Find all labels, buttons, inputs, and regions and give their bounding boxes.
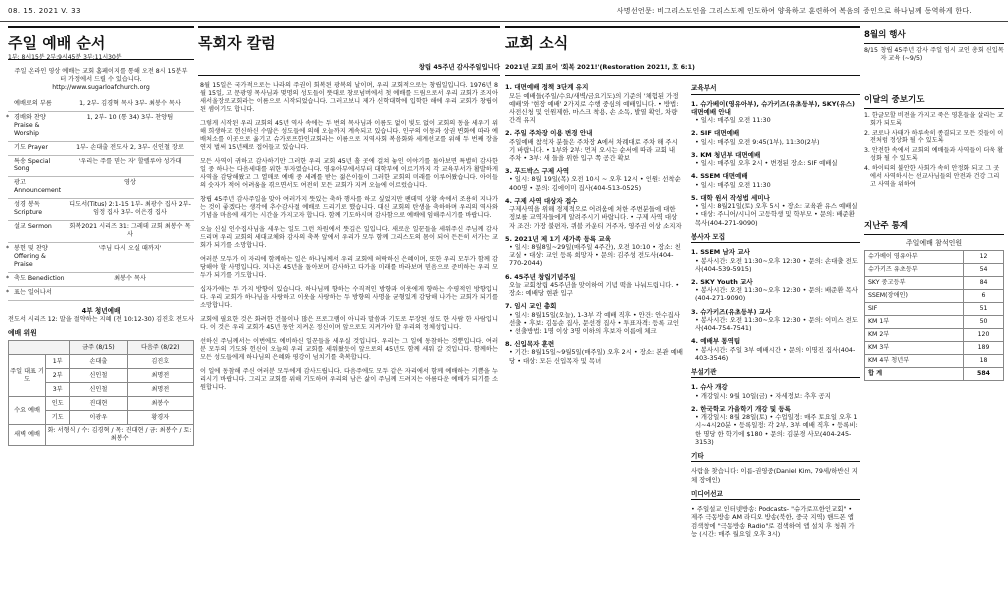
stats-count: 54: [964, 263, 1004, 276]
affiliate-item-body: • 개강일시: 9월 10일(금) • 자세정보: 추후 공지: [695, 391, 831, 400]
service-item-label: * 봉헌 및 찬양 Offering & Praise: [8, 243, 66, 273]
news-item-body: • 일시: 8월8일~29일(매주일 4주간), 오전 10:10 • 장소: 친교실 • 대상: 교인 등록 희망자 • 문의: 김주성 전도사(404-770-2044): [509, 243, 681, 268]
duty-cell: 2부: [46, 369, 70, 383]
service-star: *: [6, 274, 10, 282]
stats-group: KM 2부: [865, 328, 964, 341]
stats-total-label: 합 계: [865, 367, 964, 380]
education-item-heading: 5. 대학 원서 작성법 세미나: [691, 193, 770, 202]
service-row: [8, 141, 194, 155]
volunteer-item-body: • 봉사시간: 오전 11:30~오후 12:30 • 문의: 배준환 목사(404-271-9090): [695, 286, 858, 303]
prayer-item: 4. 하이티의 불안한 사회가 속히 안정화 되고 그 곳에서 사역하시는 선교사님들의 안전과 건강 그리고 사역을 위하여: [864, 165, 1000, 189]
stats-total-row: [865, 367, 1004, 380]
event-date: 8/15: [864, 46, 878, 54]
service-item-label: 특송 Special Song: [8, 155, 66, 177]
news-item-heading: 2. 주일 주차장 이용 변경 안내: [505, 129, 593, 138]
duty-cell: 1부: [46, 355, 70, 369]
prayer-title: 이달의 중보기도: [864, 91, 1004, 109]
volunteer-item: [691, 308, 860, 333]
section-media: 미디어선교: [691, 490, 860, 500]
service-item-value: [66, 286, 194, 300]
duty-cell: 이광우: [70, 411, 127, 425]
education-item-body: • 일시: 매주일 오전 11:30: [695, 180, 771, 189]
education-item-heading: 2. SIF 대면예배: [691, 129, 740, 138]
service-row: [8, 221, 194, 243]
stats-count: 12: [964, 250, 1004, 263]
service-row: [8, 155, 194, 177]
news-item-body: • 일시: 8월 19일(목) 오전 10시 ~ 오후 12시 • 인원: 선착순 400명 • 문의: 김에이미 집사(404-513-0525): [509, 175, 681, 192]
service-item-value: 회복2021 시리즈 31: 그레데 교회 최봉수 목사: [66, 221, 194, 243]
news-item: [505, 167, 683, 192]
column-paragraph: 모든 사역이 귀하고 감사하기만 그러한 우리 교회 45년 흘 곳에 걸쳐 놓인 이야기를 돌아보면 특별히 감사한 일 중 하나는 다음세대를 위한 투자였습니다. 영유아부에서부터 대학부에 이르기까지 각 교육부서가 활발하게 사역을 감당해왔고 그 열매로 예배 중 세례를 받는 젊은이들이 그러한 교회의 미래를 이루어왔습니다. 아이들의 숫자가 적어 어려움을 겪으면서도 여전히 모든 교회가 지켜 오늘에 이르렀습니다.: [200, 158, 498, 190]
service-item-value: 영상: [66, 177, 194, 199]
news-item: [505, 197, 683, 230]
issue-date: 08. 15. 2021 V. 33: [8, 7, 81, 15]
education-item-body: • 일시: 매주일 오후 2시 • 변경된 장소: SIF 예배실: [695, 159, 838, 168]
volunteer-item: [691, 337, 860, 362]
service-item-value: '우리는 주를 믿는 자' 할렐루야 성가대: [66, 155, 194, 177]
volunteer-item: [691, 248, 860, 273]
affiliate-item: [691, 405, 860, 446]
news-item-heading: 3. 푸드박스 구제 사역: [505, 167, 570, 176]
education-item: [691, 194, 860, 227]
column-paragraph: 여러분 모두가 이 자리에 함께하는 일은 하나님께서 우리 교회에 허락하신 은혜이며, 또한 우리 모두가 함께 감당해야 할 사명입니다. 지나온 45년을 돌아보며 감사하고 다가올 미래를 바라보며 믿음으로 준비하는 우리 모두가 되기를 기도합니다.: [200, 256, 498, 280]
volunteer-item-heading: 4. 예배부 통역팀: [691, 337, 741, 346]
stats-row: [865, 289, 1004, 302]
service-row: [8, 243, 194, 273]
duty-row: [9, 355, 194, 369]
stats-row: [865, 250, 1004, 263]
service-item-label: * 표는 일어나서: [8, 286, 66, 300]
worship-title-block: [8, 26, 194, 60]
youth-worship: [8, 307, 194, 324]
stats-row: [865, 328, 1004, 341]
stats-count: 51: [964, 302, 1004, 315]
stats-count: 189: [964, 341, 1004, 354]
top-bar: [0, 0, 1008, 22]
education-item-body: • 일시: 8월21일(토) 오후 5시 • 장소: 교육관 유스 예배실 • 대상: 주니어/시니어 고등학생 및 학부모 • 문의: 배준환 목사(404-271-9090): [695, 202, 858, 227]
news-motto: 2021년 교회 표어 '회복 2021!'(Restoration 2021!, 호 6:1): [505, 60, 860, 76]
duty-cell: 인도: [46, 397, 70, 411]
column-body: [198, 82, 500, 392]
duty-cell: 최명전: [127, 369, 193, 383]
stats-row: [865, 341, 1004, 354]
event-text: 창립 45주년 감사 주일 임시 교인 총회 신입목자 교육 (~9/5): [880, 46, 1004, 62]
online-worship-notice: 주일 온라인 영상 예배는 교회 홈페이지를 통해 오전 8시 15분부터 가정에서 드릴 수 있습니다. http://www.sugarloafchurch.org: [14, 68, 188, 91]
duty-cell: 진대현: [70, 397, 127, 411]
pastor-column: [198, 26, 500, 608]
column-paragraph: 8월 15일은 국가적으로는 나라의 주권이 회복된 광복의 날이며, 우리 교회적으로는 창립일입니다. 1976년 8월 15일, 고 문광영 목사님과 몇명의 성도들이 뜻대로 창로넘버에서 첫 예배를 드림으로서 우리 교회가 조지아 새서울장로교회라는 이름으로 시작되었습니다. 그러고보니 제가 신학대학에 입학한 해에 우리 교회가 창립이 된 셈이기도 합니다.: [200, 82, 498, 114]
stats-count: 50: [964, 315, 1004, 328]
news-item: [505, 129, 683, 162]
service-row: [8, 177, 194, 199]
news-right: [687, 78, 860, 538]
stats-title: 지난주 통계: [864, 217, 1004, 235]
service-row: [8, 272, 194, 286]
service-row: [8, 111, 194, 141]
duty-cell: 수요 예배: [9, 397, 46, 425]
volunteer-item: [691, 278, 860, 303]
news-item: [505, 302, 683, 335]
education-item: [691, 172, 860, 189]
duty-cell: 새벽 예배: [9, 425, 46, 446]
news-item: [505, 83, 683, 124]
youth-body: 전도서 시리즈 12: 말을 절약하는 지혜 (전 10:12-30) 김진호 전도사: [8, 315, 194, 323]
service-item-value: 1, 2부- 10 (통 34) 3부- 찬양팀: [66, 111, 194, 141]
column-paragraph: 오늘 신실 인수집사님을 세우는 일도 그런 차원에서 뜻깊은 일입니다. 새로운 일꾼들을 세워주신 주님께 감사드리며 우리 교회의 세대교체와 감사의 축복 앞에서 우리가 모두 함께 그리스도의 몸이 되어 든든히 서가는 교회가 되기를 소망합니다.: [200, 226, 498, 250]
volunteer-item-heading: 2. SKY Youth 교사: [691, 277, 753, 286]
column-paragraph: 창립 45주년 감사주일을 맞아 여러가지 뜻있는 축하 행사를 하고 싶었지만 팬데믹 상황 속에서 조용히 지나가는 것이 좋겠다는 생각에 추수감사절 예배로 드리기로 했습니다. 대신 교회의 탄생을 축하하며 우리의 역사와 기념을 마음에 새기는 시간을 가지고자 합니다. 함께 기도하시며 감사함으로 예배에 임해주시기를 바랍니다.: [200, 196, 498, 220]
affiliate-item-heading: 1. 슈사 개강: [691, 383, 728, 392]
prayer-item: 2. 코로나 사태가 하루속히 종결되고 모든 것들이 이전처럼 정상화 될 수 있도록: [864, 129, 1004, 145]
news-item: [505, 273, 683, 298]
duty-header-row: [9, 341, 194, 355]
mission-statement: 사명선언문: 비그리스도인을 그리스도께 인도하여 양육하고 훈련하여 복음의 증인으로 하나님께 동역하게 한다.: [616, 7, 972, 15]
duty-cell: 김진호: [127, 355, 193, 369]
news-item-heading: 6. 45주년 창립기념주일: [505, 272, 576, 281]
volunteer-item-body: • 봉사시간: 오전 11:30~오후 12:30 • 문의: 이미스 전도사(404-754-7541): [695, 315, 858, 333]
service-item-label: 예배로의 부름: [8, 98, 66, 111]
column-paragraph: 이 일에 동참해 주신 여러분 모두에게 감사드립니다. 다음주에도 모두 같은 자리에서 함께 예배하는 기쁨을 누리시기 바랍니다. 그리고 교회를 위해 기도하며 우리의 남은 삶이 주님께 드려지는 아름다운 예배가 되기를 소원합니다.: [200, 368, 498, 392]
section-affiliates: 부설기관: [691, 368, 860, 378]
affiliate-item-body: • 개강일시: 8월 28일(토) • 수업일정: 매주 토요일 오후 1시~4시20분 • 등록일정: 각 2부, 3부 예배 직후 • 등록비: 한 명당 한 학기에 $180 • 문의: 김분경 사모(404-245-3153): [695, 413, 858, 446]
news-item-heading: 4. 구제 사역 대상자 접수: [505, 196, 578, 205]
stats-count: 18: [964, 354, 1004, 367]
education-item-heading: 4. SSEM 대면예배: [691, 172, 748, 181]
service-row: [8, 199, 194, 221]
duty-cell: 신인철: [70, 369, 127, 383]
church-news-column: [505, 26, 860, 608]
education-item-heading: 1. 슈가베이(영유아부), 슈가키즈(유초등부), SKY(유스) 대면예배 안내: [691, 99, 855, 116]
news-item-body: 오늘 교회창립 45주년을 맞이하여 기념 떡을 나눠드립니다. • 장소: 예배당 현관 입구: [509, 280, 680, 298]
duty-cell: 최명전: [127, 383, 193, 397]
news-item-heading: 5. 2021년 제 1기 새가족 등록 교육: [505, 234, 611, 243]
service-item-value: 최봉수 목사: [66, 272, 194, 286]
duty-header-cell: 다음주 (8/22): [127, 341, 193, 355]
stats-caption: 주일예배 참석인원: [865, 237, 1004, 250]
stats-group: 슈가키즈 유초등부: [865, 263, 964, 276]
duty-cell: 신인철: [70, 383, 127, 397]
prayer-list: [864, 112, 1004, 189]
stats-count: 84: [964, 276, 1004, 289]
service-row: [8, 98, 194, 111]
service-item-label: 설교 Sermon: [8, 221, 66, 243]
duty-cell: 황경자: [127, 411, 193, 425]
service-item-label: * 축도 Benediction: [8, 272, 66, 286]
service-item-value: 디도서(Titus) 2:1-15 1부- 최광수 집사 2부- 임정 집사 3부- 이은경 집사: [66, 199, 194, 221]
stats-row: [865, 315, 1004, 328]
education-item-body: • 일시: 매주일 오전 9:45(1부), 11:30(2부): [695, 137, 820, 146]
duty-table: [8, 340, 194, 446]
affiliate-item: [691, 383, 860, 400]
stats-group: 슈가베이 영유아부: [865, 250, 964, 263]
duty-cell: 3부: [46, 383, 70, 397]
service-item-value: 1부- 손대출 전도사 2, 3부- 신인철 장로: [66, 141, 194, 155]
education-item-heading: 3. KM 청년부 대면예배: [691, 150, 761, 159]
stats-caption-row: [865, 237, 1004, 250]
section-etc: 기타: [691, 452, 860, 462]
stats-group: KM 1부: [865, 315, 964, 328]
missing-person-notice: 사람을 찾습니다: 이름-권영중(Daniel Kim, 79세/하반신 지체 장애인): [691, 467, 858, 484]
stats-group: SIF: [865, 302, 964, 315]
column-title: 목회자 칼럼: [198, 26, 500, 60]
volunteer-item-heading: 1. SSEM 남자 교사: [691, 248, 750, 257]
column-paragraph: 교회에 필요한 것은 화려한 건물이나 많은 프로그램이 아니라 말씀과 기도로 무장된 성도 한 사람 한 사람입니다. 이 것은 우리 교회가 45년 동안 지켜온 정신이며 앞으로도 지켜가야 할 우리의 정체성입니다.: [200, 316, 498, 332]
worship-times: 1부: 8시15분 2부:9시45분 3부:11시30분: [8, 54, 122, 62]
news-item: [505, 235, 683, 268]
column-paragraph: 그렇게 시작된 우리 교회의 45년 역사 속에는 두 번의 목사님과 이름도 없이 빛도 없이 교회의 동을 세우기 위해 희생하고 헌신하신 수많은 성도들에 의해 오늘까지 계속되고 있습니다. 인구의 이동과 상권 변화에 따라 예배처소를 이곳으로 옮기고 슈가로프한인교회라는 이름으로 지역사회 복음화와 세계선교를 위해 두 번째 장을 연지 벌써 15년째로 접어들고 있습니다.: [200, 120, 498, 152]
column-paragraph: 선하신 주님께서는 이번에도 예비하신 일꾼들을 세우실 것입니다. 우리는 그 일에 동참하는 것뿐입니다. 여러분 모두의 기도와 헌신이 오늘의 우리 교회를 세워왔듯이 앞으로의 45년도 함께 세워 갈 것입니다. 함께하는 모든 성도들에게 하나님의 은혜와 평강이 넘치기를 축복합니다.: [200, 338, 498, 362]
news-item-body: • 일시: 8월15일(오늘), 1-3부 각 예배 직후 • 안건: 안수집사 선출 • 후보: 김동순 집사, 문선경 집사 • 투표자격: 등록 교인 • 선출방법: 1명 이상 3명 이하의 후보자 이름에 체크: [509, 310, 680, 335]
event-row: [864, 47, 1004, 63]
education-item: [691, 129, 860, 146]
events-title: 8월의 행사: [864, 26, 1004, 44]
duty-cell: 최봉수: [127, 397, 193, 411]
duty-row: [9, 397, 194, 411]
duty-cell: 기도: [46, 411, 70, 425]
service-row: [8, 286, 194, 300]
stats-total-value: 584: [964, 367, 1004, 380]
volunteer-item-body: • 봉사시간: 오전 11:30~오후 12:30 • 문의: 손대출 전도사(404-539-5915): [695, 256, 858, 273]
service-item-value: 1, 2부- 김경혁 목사 3부- 최봉수 목사: [66, 98, 194, 111]
worship-order-column: [8, 26, 194, 608]
stats-count: 120: [964, 328, 1004, 341]
stats-count: 6: [964, 289, 1004, 302]
column-paragraph: 십자가에는 두 가지 방향이 있습니다. 하나님께 향하는 수직적인 방향과 이웃에게 향하는 수평적인 방향입니다. 우리 교회가 하나님을 사랑하고 이웃을 사랑하는 두 방향의 사명을 균형있게 감당해 나가는 교회가 되기를 소망합니다.: [200, 286, 498, 310]
news-item: [505, 340, 683, 365]
service-star: *: [6, 245, 10, 252]
duty-cell: 주일 대표 기도: [9, 355, 46, 397]
stats-group: SSEM(장애인): [865, 289, 964, 302]
duty-title: 예배 위원: [8, 328, 37, 337]
duty-header-cell: 금주 (8/15): [70, 341, 127, 355]
youth-title: 4부 청년예배: [81, 306, 121, 315]
news-item-body: 주일예배 참석자 분들은 주차장 A에서 차례대로 주차 해 주시기 바랍니다. • 1부와 2부: 먼저 오시는 순서에 따라 교회 내 주차 • 3부: 새 들을 위한 입구 쪽 공간 확보: [509, 137, 678, 162]
service-item-label: 기도 Prayer: [8, 141, 66, 155]
service-item-label: * 경배와 찬양 Praise & Worship: [8, 111, 66, 141]
news-item-heading: 7. 임시 교인 총회: [505, 302, 557, 311]
news-item-body: • 기간: 8월15일~9월5일(매주일) 오후 2시 • 장소: 본관 예배당 • 대상: 모든 신입목자 및 목녀: [509, 348, 683, 365]
stats-group: KM 3부: [865, 341, 964, 354]
news-left: [505, 78, 687, 538]
news-item-heading: 8. 신입목자 훈련: [505, 340, 555, 349]
duty-cell: 화: 서형식 / 수: 김경혁 / 목: 진대현 / 금: 최봉수 / 토: 최봉수: [46, 425, 194, 446]
duty-row: [9, 425, 194, 446]
service-item-label: 광고 Announcement: [8, 177, 66, 199]
service-star: *: [6, 113, 10, 121]
stats-row: [865, 263, 1004, 276]
education-item: [691, 100, 860, 125]
stats-row: [865, 276, 1004, 289]
news-item-heading: 1. 대면예배 정책 3단계 유지: [505, 83, 589, 92]
stats-group: KM 4부 청년부: [865, 354, 964, 367]
column-tagline: 창립 45주년 감사주일입니다: [198, 60, 500, 76]
news-item-body: 구제사역을 위해 경제적으로 어려움에 처한 주변분들에 대한 정보를 교역자들에게 알려주시기 바랍니다. • 구제 사역 대상자 조건: 가장 불편자, 퀴블 카운티 거주자, 영주권 이상 소지자: [509, 205, 682, 230]
news-title: 교회 소식: [505, 26, 860, 60]
service-order-table: [8, 98, 194, 301]
section-volunteers: 봉사자 모집: [691, 233, 860, 243]
prayer-item: 3. 안전한 속에서 교회의 예배들과 사역들이 더욱 활성화 될 수 있도록: [864, 147, 1004, 163]
education-item-body: • 일시: 매주일 오전 11:30: [695, 116, 771, 125]
service-star: *: [6, 288, 10, 296]
attendance-table: [864, 237, 1004, 381]
section-education: 교육부서: [691, 84, 860, 94]
duty-cell: 손대출: [70, 355, 127, 369]
duty-header-cell: [9, 341, 70, 355]
stats-group: SKY 중고등부: [865, 276, 964, 289]
volunteer-item-body: • 봉사시간: 주일 3부 예배시간 • 문의: 이명진 집사(404-403-3546): [695, 345, 856, 362]
stats-row: [865, 354, 1004, 367]
education-item: [691, 151, 860, 168]
affiliate-item-heading: 2. 한국학교 가을학기 개강 및 등록: [691, 404, 791, 413]
prayer-item: 1. 한글모할 비전을 가지고 죽은 영혼들을 살리는 교회가 되도록: [864, 111, 1004, 127]
side-column: [864, 26, 1004, 608]
stats-row: [865, 302, 1004, 315]
worship-title: 주일 예배 순서: [8, 34, 106, 52]
service-item-label: 성경 봉독 Scripture: [8, 199, 66, 221]
service-item-value: '주님 다시 오실 때까지': [66, 243, 194, 273]
news-item-body: 모든 예배들(주일/수요/새벽/금요기도)의 기준의 '체험된 가정 예배'와 '현장 예배' 2가지로 수행 중심의 예배입니다. • 방법: 사전신청 및 인원제한, 마스크 착용, 손 소독, 발열 확인, 차량 간격 유지: [509, 91, 679, 125]
media-mission: • 주일설교 인터넷방송: Podcasts- "슈가로프한인교회" • 제주 극동방송 AM 라디오 방송(북한, 중국 지역) 핸드폰 앱 검색창에 "극동방송 Radio"로 검색하여 앱 설치 후 청취 가능 (시간: 매주 월요일 오후 3시): [691, 505, 855, 538]
volunteer-item-heading: 3. 슈가키즈(유초등부) 교사: [691, 307, 772, 316]
